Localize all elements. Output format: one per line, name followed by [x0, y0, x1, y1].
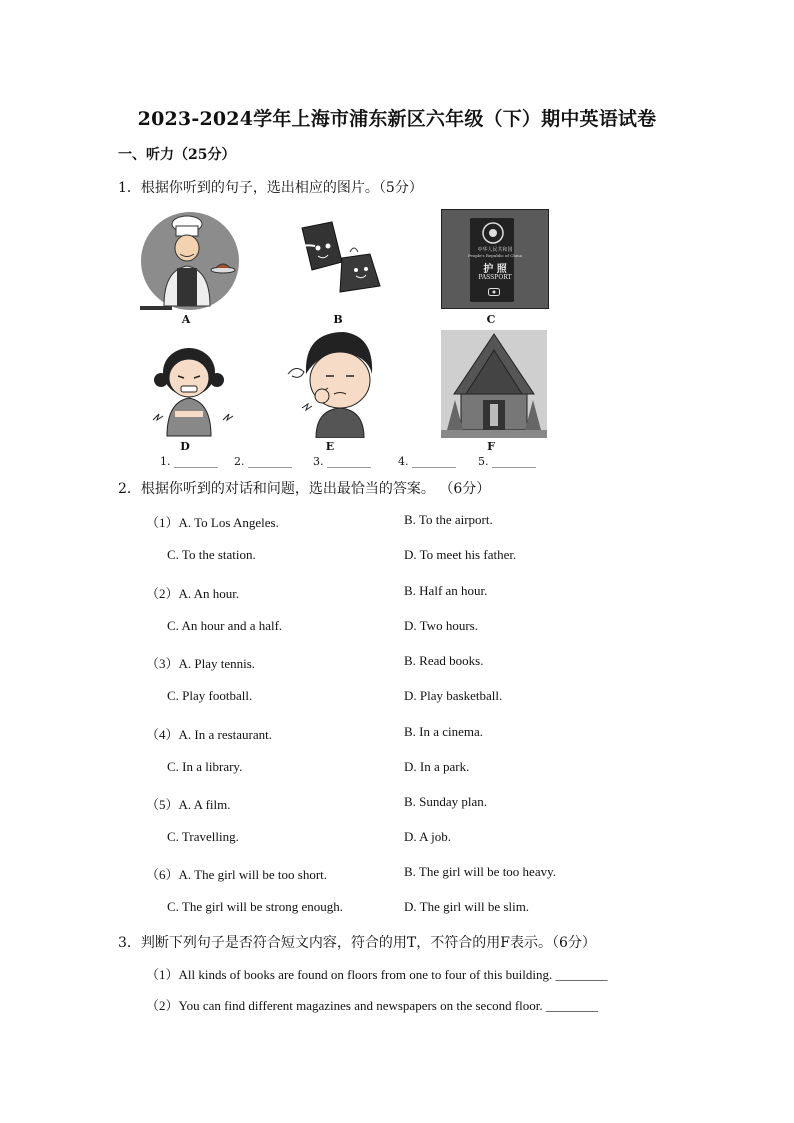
q2-1-option-d: D. To meet his father.	[404, 547, 517, 562]
chef-image	[140, 210, 240, 312]
question-3-prompt: 3．判断下列句子是否符合短文内容，符合的用T，不符合的用F表示。（6分）	[118, 935, 596, 951]
q2-3-option-c: C. Play football.	[167, 688, 253, 703]
caption-c: C	[486, 313, 496, 326]
page-title: 2023-2024学年上海市浦东新区六年级（下）期中英语试卷	[137, 108, 657, 130]
passport-label-cn: 护 照	[483, 264, 507, 275]
q2-1-option-b: B. To the airport.	[404, 512, 493, 527]
question-1-prompt: 1．根据你听到的句子，选出相应的图片。（5分）	[118, 180, 423, 196]
q2-5-option-a: （5）A. A film.	[146, 797, 231, 812]
answer-blank-4[interactable]: 4. ________	[398, 455, 456, 468]
emblem-icon	[482, 222, 504, 244]
passport-country-en: People's Republic of China	[467, 253, 523, 258]
q2-4-option-b: B. In a cinema.	[404, 724, 484, 739]
passport-image	[441, 209, 549, 309]
q2-6-option-c: C. The girl will be strong enough.	[167, 899, 343, 914]
answer-blank-2[interactable]: 2. ________	[234, 455, 292, 468]
section-heading-listening: 一、听力（25分）	[118, 147, 236, 163]
q3-statement-2: （2）You can find different magazines and newspapers on the second floor. ________	[146, 998, 598, 1013]
passport-label-en: PASSPORT	[478, 274, 512, 281]
q2-1-option-a: （1）A. To Los Angeles.	[146, 515, 279, 530]
q2-4-option-a: （4）A. In a restaurant.	[146, 727, 272, 742]
q2-3-option-a: （3）A. Play tennis.	[146, 656, 256, 671]
chip-icon	[488, 288, 500, 296]
q2-2-option-c: C. An hour and a half.	[167, 618, 283, 633]
caption-e: E	[325, 440, 335, 453]
answer-blank-3[interactable]: 3. ________	[313, 455, 371, 468]
caption-f: F	[487, 440, 495, 453]
answer-blank-5[interactable]: 5. ________	[478, 455, 536, 468]
passport-country-cn: 中华人民共和国	[477, 247, 513, 253]
temple-image	[441, 330, 547, 438]
boy-toothache-image	[284, 328, 380, 438]
q2-4-option-c: C. In a library.	[167, 759, 243, 774]
question-2-prompt: 2．根据你听到的对话和问题，选出最恰当的答案。 （6分）	[118, 481, 491, 497]
answer-blank-1[interactable]: 1. ________	[160, 455, 218, 468]
q2-4-option-d: D. In a park.	[404, 759, 470, 774]
q2-6-option-a: （6）A. The girl will be too short.	[146, 867, 328, 882]
q2-3-option-b: B. Read books.	[404, 653, 484, 668]
caption-d: D	[180, 440, 190, 453]
caption-b: B	[333, 313, 343, 326]
q3-statement-1: （1）All kinds of books are found on floors from one to four of this building. ________	[146, 967, 608, 982]
q2-5-option-b: B. Sunday plan.	[404, 794, 488, 809]
q2-3-option-d: D. Play basketball.	[404, 688, 503, 703]
q2-5-option-d: D. A job.	[404, 829, 451, 844]
q2-1-option-c: C. To the station.	[167, 547, 256, 562]
girl-stomachache-image	[145, 336, 235, 438]
q2-6-option-d: D. The girl will be slim.	[404, 899, 530, 914]
caption-a: A	[181, 313, 191, 326]
q2-2-option-d: D. Two hours.	[404, 618, 478, 633]
q2-5-option-c: C. Travelling.	[167, 829, 239, 844]
zongzi-image	[290, 218, 390, 298]
q2-6-option-b: B. The girl will be too heavy.	[404, 864, 557, 879]
q2-2-option-a: （2）A. An hour.	[146, 586, 240, 601]
q2-2-option-b: B. Half an hour.	[404, 583, 488, 598]
